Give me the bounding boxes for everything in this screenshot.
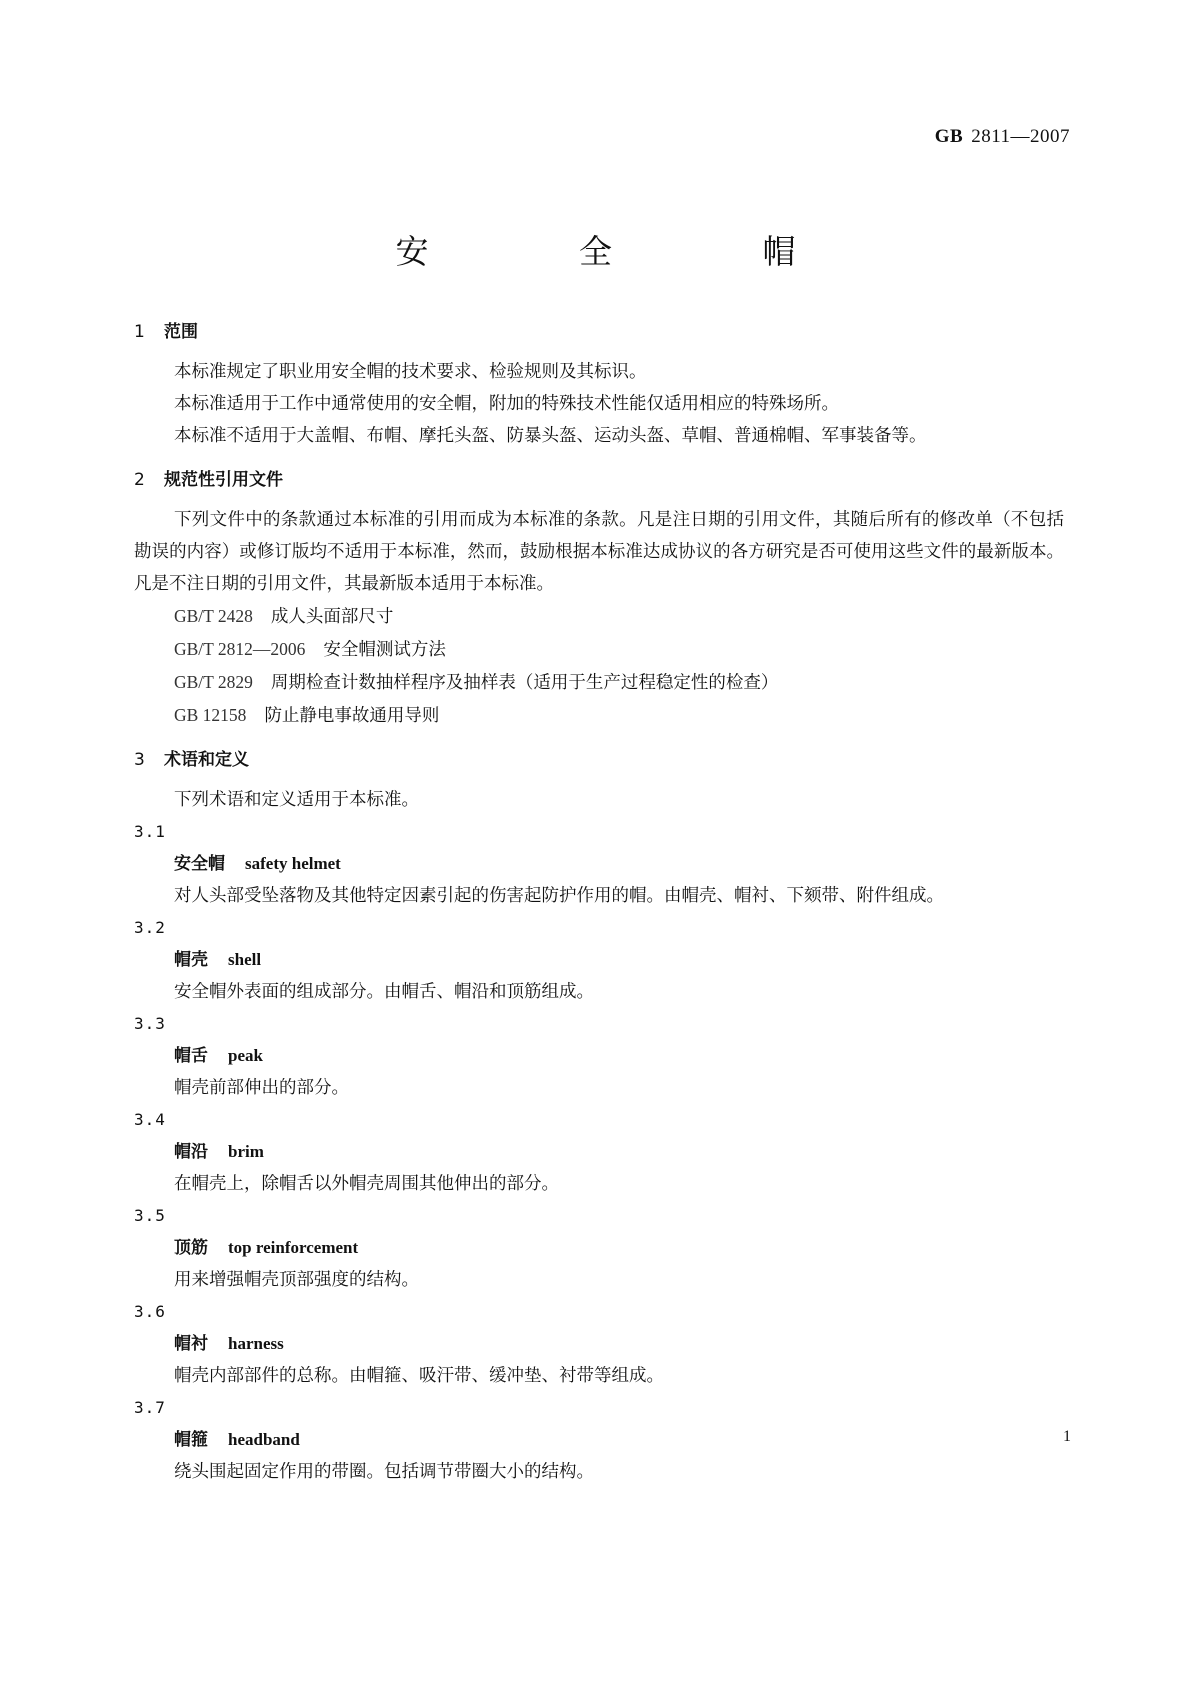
reference-item bbox=[174, 666, 1064, 699]
term-definition: 在帽壳上，除帽舌以外帽壳周围其他伸出的部分。 bbox=[174, 1174, 559, 1194]
section-1-heading bbox=[134, 318, 1064, 346]
term-number: 3.2 bbox=[134, 918, 166, 937]
section-3-heading bbox=[134, 746, 1064, 774]
reference-code: GB/T 2829 bbox=[174, 672, 253, 692]
page-number: 1 bbox=[1063, 1428, 1071, 1445]
standard-code: 2811—2007 bbox=[971, 126, 1070, 147]
reference-code: GB/T 2812—2006 bbox=[174, 639, 306, 659]
term-zh: 顶筋 bbox=[174, 1238, 208, 1258]
document-body bbox=[134, 318, 1064, 1488]
paragraph: 本标准规定了职业用安全帽的技术要求、检验规则及其标识。 bbox=[174, 362, 647, 382]
term-en: safety helmet bbox=[245, 854, 341, 873]
term-en: brim bbox=[228, 1142, 264, 1161]
document-title: 安 全 帽 bbox=[395, 232, 866, 271]
standard-number bbox=[935, 126, 1070, 148]
term-heading bbox=[174, 1424, 1064, 1456]
term-zh: 帽衬 bbox=[174, 1334, 208, 1354]
term-heading bbox=[174, 1232, 1064, 1264]
term-en: harness bbox=[228, 1334, 284, 1353]
term-definition: 绕头围起固定作用的带圈。包括调节带圈大小的结构。 bbox=[174, 1462, 594, 1482]
reference-name: 安全帽测试方法 bbox=[323, 640, 446, 660]
term-zh: 帽舌 bbox=[174, 1046, 208, 1066]
term-zh: 帽壳 bbox=[174, 950, 208, 970]
paragraph: 下列术语和定义适用于本标准。 bbox=[174, 790, 419, 810]
term-definition: 帽壳内部部件的总称。由帽箍、吸汗带、缓冲垫、衬带等组成。 bbox=[174, 1366, 664, 1386]
term-heading bbox=[174, 1040, 1064, 1072]
term-zh: 安全帽 bbox=[174, 854, 225, 874]
section-number: 3 bbox=[134, 750, 145, 770]
term-number: 3.4 bbox=[134, 1110, 166, 1129]
reference-code: GB/T 2428 bbox=[174, 606, 253, 626]
section-title: 术语和定义 bbox=[164, 750, 249, 770]
term-heading bbox=[174, 1328, 1064, 1360]
section-number: 2 bbox=[134, 470, 145, 490]
paragraph: 下列文件中的条款通过本标准的引用而成为本标准的条款。凡是注日期的引用文件，其随后所有的修改单（不包括勘误的内容）或修订版均不适用于本标准，然而，鼓励根据本标准达成协议的各方研究是否可使用这些文件的最新版本。凡是不注日期的引用文件，其最新版本适用于本标准。 bbox=[134, 510, 1064, 594]
term-en: top reinforcement bbox=[228, 1238, 359, 1257]
term-en: peak bbox=[228, 1046, 263, 1065]
term-definition: 对人头部受坠落物及其他特定因素引起的伤害起防护作用的帽。由帽壳、帽衬、下颏带、附件组成。 bbox=[174, 886, 944, 906]
reference-name: 防止静电事故通用导则 bbox=[264, 706, 440, 726]
section-title: 规范性引用文件 bbox=[164, 470, 283, 490]
term-number: 3.7 bbox=[134, 1398, 166, 1417]
term-zh: 帽沿 bbox=[174, 1142, 208, 1162]
reference-name: 成人头面部尺寸 bbox=[270, 607, 394, 627]
reference-item bbox=[174, 699, 1064, 732]
reference-item bbox=[174, 600, 1064, 633]
term-heading bbox=[174, 1136, 1064, 1168]
term-number: 3.6 bbox=[134, 1302, 166, 1321]
term-heading bbox=[174, 848, 1064, 880]
section-2-heading bbox=[134, 466, 1064, 494]
paragraph: 本标准不适用于大盖帽、布帽、摩托头盔、防暴头盔、运动头盔、草帽、普通棉帽、军事装备等。 bbox=[174, 426, 927, 446]
term-definition: 用来增强帽壳顶部强度的结构。 bbox=[174, 1270, 419, 1290]
term-definition: 帽壳前部伸出的部分。 bbox=[174, 1078, 349, 1098]
term-number: 3.5 bbox=[134, 1206, 166, 1225]
paragraph: 本标准适用于工作中通常使用的安全帽，附加的特殊技术性能仅适用相应的特殊场所。 bbox=[174, 394, 839, 414]
section-number: 1 bbox=[134, 322, 145, 342]
term-heading bbox=[174, 944, 1064, 976]
reference-name: 周期检查计数抽样程序及抽样表（适用于生产过程稳定性的检查） bbox=[270, 673, 779, 693]
term-en: shell bbox=[228, 950, 262, 969]
term-number: 3.1 bbox=[134, 822, 166, 841]
reference-code: GB 12158 bbox=[174, 705, 247, 725]
reference-item bbox=[174, 633, 1064, 666]
term-definition: 安全帽外表面的组成部分。由帽舌、帽沿和顶筋组成。 bbox=[174, 982, 594, 1002]
term-zh: 帽箍 bbox=[174, 1430, 208, 1450]
term-en: headband bbox=[228, 1430, 300, 1449]
term-number: 3.3 bbox=[134, 1014, 166, 1033]
standard-prefix: GB bbox=[934, 126, 964, 147]
section-title: 范围 bbox=[164, 322, 198, 342]
